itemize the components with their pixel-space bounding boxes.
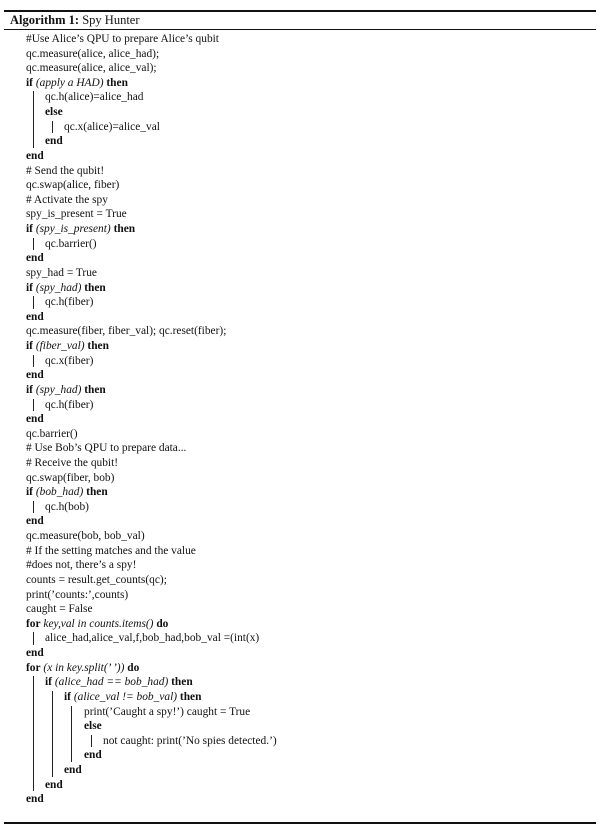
algorithm-name: Spy Hunter bbox=[82, 13, 140, 27]
algorithm-line bbox=[84, 705, 250, 720]
keyword: end bbox=[26, 793, 44, 806]
algorithm-line bbox=[26, 646, 44, 661]
algorithm-line bbox=[45, 631, 259, 646]
block-scope-line bbox=[52, 121, 53, 134]
block-scope-line bbox=[91, 735, 92, 748]
keyword: if bbox=[45, 676, 52, 689]
block-scope-line bbox=[33, 91, 34, 147]
code-text: qc.h(fiber) bbox=[45, 296, 94, 309]
algorithm-line bbox=[26, 207, 127, 222]
code-text: qc.x(alice)=alice_val bbox=[64, 120, 160, 133]
code-text: qc.measure(fiber, fiber_val); qc.reset(fiber); bbox=[26, 325, 227, 338]
block-scope-line bbox=[71, 706, 72, 762]
algorithm-line bbox=[26, 76, 128, 91]
algorithm-line bbox=[26, 193, 108, 208]
code-text: #Use Alice’s QPU to prepare Alice’s qubit bbox=[26, 33, 219, 45]
algorithm-line bbox=[26, 544, 196, 559]
algorithm-line bbox=[103, 734, 277, 749]
keyword: end bbox=[26, 252, 44, 265]
code-text: qc.h(fiber) bbox=[45, 398, 94, 411]
condition: (fiber_val) bbox=[35, 340, 85, 353]
keyword: end bbox=[26, 515, 44, 528]
code-text: print(’Caught a spy!’) caught = True bbox=[84, 705, 251, 718]
algorithm-line bbox=[26, 32, 219, 47]
algorithm-line bbox=[45, 500, 89, 515]
keyword: then bbox=[84, 281, 106, 294]
keyword: then bbox=[84, 383, 106, 396]
condition: (alice_had == bob_had) bbox=[54, 676, 169, 689]
block-scope-line bbox=[33, 632, 34, 645]
keyword: if bbox=[26, 223, 33, 236]
keyword: end bbox=[45, 135, 63, 148]
keyword: then bbox=[113, 223, 136, 236]
code-text: qc.x(fiber) bbox=[45, 354, 94, 367]
code-text: qc.measure(alice, alice_had); bbox=[26, 47, 160, 60]
keyword: end bbox=[26, 369, 44, 382]
algorithm-line bbox=[64, 763, 82, 778]
algorithm-line bbox=[26, 164, 104, 179]
algorithm-line bbox=[26, 514, 44, 529]
algorithm-line bbox=[26, 61, 157, 76]
algorithm-line bbox=[26, 266, 97, 281]
code-text: # If the setting matches and the value bbox=[26, 544, 196, 557]
code-text: alice_had,alice_val,f,bob_had,bob_val =(int(x) bbox=[45, 632, 260, 645]
code-text: print(’counts:’,counts) bbox=[26, 588, 129, 601]
code-text: # Use Bob’s QPU to prepare data... bbox=[26, 442, 187, 455]
block-scope-line bbox=[33, 676, 34, 791]
algorithm-line bbox=[64, 690, 201, 705]
algorithm-line bbox=[26, 471, 114, 486]
algorithm-line bbox=[26, 441, 186, 456]
algorithm-line bbox=[26, 573, 167, 588]
keyword: if bbox=[26, 486, 33, 499]
code-text: spy_had = True bbox=[26, 266, 97, 279]
algorithm-line bbox=[26, 617, 168, 632]
code-text: qc.measure(bob, bob_val) bbox=[26, 530, 145, 543]
algorithm-line bbox=[26, 588, 128, 603]
code-text: # Receive the qubit! bbox=[26, 456, 119, 469]
code-text: qc.barrier() bbox=[45, 237, 97, 250]
code-text: qc.measure(alice, alice_val); bbox=[26, 62, 157, 75]
algorithm-line bbox=[26, 412, 44, 427]
algorithm-line bbox=[45, 90, 143, 105]
keyword: end bbox=[26, 310, 44, 323]
keyword: do bbox=[127, 661, 140, 674]
block-scope-line bbox=[33, 399, 34, 412]
algorithm-line bbox=[45, 134, 63, 149]
code-text: not caught: print(’No spies detected.’) bbox=[103, 734, 277, 747]
keyword: else bbox=[45, 106, 63, 119]
code-text: # Send the qubit! bbox=[26, 164, 105, 177]
code-text: qc.barrier() bbox=[26, 427, 78, 440]
keyword: end bbox=[45, 778, 63, 791]
keyword: then bbox=[86, 486, 108, 499]
keyword: if bbox=[64, 690, 71, 703]
algorithm-line bbox=[26, 792, 44, 807]
algorithm-line bbox=[26, 558, 136, 573]
keyword: then bbox=[179, 690, 202, 703]
algorithm-line bbox=[26, 602, 93, 617]
keyword: then bbox=[87, 340, 109, 353]
code-text: #does not, there’s a spy! bbox=[26, 559, 137, 572]
block-scope-line bbox=[33, 238, 34, 251]
algorithm-line bbox=[45, 105, 63, 120]
algorithm-line bbox=[26, 149, 44, 164]
condition: (spy_is_present) bbox=[35, 223, 111, 236]
algorithm-line bbox=[84, 748, 102, 763]
algorithm-line bbox=[26, 485, 108, 500]
code-text: # Activate the spy bbox=[26, 193, 108, 206]
keyword: end bbox=[84, 749, 102, 762]
algorithm-line bbox=[26, 427, 78, 442]
keyword: for bbox=[26, 661, 41, 674]
algorithm-line bbox=[26, 47, 159, 62]
code-text: qc.h(alice)=alice_had bbox=[45, 91, 144, 104]
algorithm-line bbox=[84, 719, 102, 734]
algorithm-line bbox=[45, 237, 97, 252]
bottom-rule bbox=[4, 822, 596, 824]
code-text: qc.swap(alice, fiber) bbox=[26, 179, 120, 192]
condition: (spy_had) bbox=[35, 383, 82, 396]
algorithm-label: Algorithm 1: bbox=[10, 13, 80, 27]
algorithm-line bbox=[26, 281, 106, 296]
condition: (apply a HAD) bbox=[35, 76, 104, 89]
keyword: end bbox=[26, 413, 44, 426]
algorithm-line bbox=[45, 398, 93, 413]
condition: (x in key.split(’ ’)) bbox=[43, 661, 125, 674]
algorithm-caption bbox=[10, 12, 140, 28]
condition: (spy_had) bbox=[35, 281, 82, 294]
keyword: if bbox=[26, 76, 33, 89]
caption-rule bbox=[4, 29, 596, 30]
code-text: qc.swap(fiber, bob) bbox=[26, 471, 115, 484]
block-scope-line bbox=[33, 501, 34, 514]
keyword: then bbox=[171, 676, 193, 689]
block-scope-line bbox=[52, 691, 53, 777]
keyword: then bbox=[106, 76, 128, 89]
keyword: end bbox=[26, 149, 44, 162]
keyword: if bbox=[26, 383, 33, 396]
algorithm-line bbox=[26, 310, 44, 325]
algorithm-line bbox=[26, 383, 106, 398]
algorithm-line bbox=[45, 675, 193, 690]
keyword: do bbox=[156, 617, 169, 630]
algorithm-line bbox=[26, 529, 145, 544]
algorithm-line bbox=[26, 324, 226, 339]
keyword: for bbox=[26, 617, 41, 630]
condition: key,val in counts.items() bbox=[43, 617, 154, 630]
block-scope-line bbox=[33, 296, 34, 309]
code-text: qc.h(bob) bbox=[45, 500, 89, 513]
keyword: end bbox=[64, 764, 82, 776]
keyword: if bbox=[26, 340, 33, 353]
algorithm-line bbox=[26, 222, 135, 237]
algorithm-line bbox=[45, 354, 93, 369]
code-text: counts = result.get_counts(qc); bbox=[26, 573, 167, 586]
code-text: caught = False bbox=[26, 603, 93, 616]
keyword: end bbox=[26, 647, 44, 660]
algorithm-line bbox=[26, 661, 139, 676]
condition: (bob_had) bbox=[35, 486, 84, 499]
keyword: if bbox=[26, 281, 33, 294]
keyword: else bbox=[84, 720, 102, 733]
algorithm-line bbox=[26, 339, 109, 354]
algorithm-line bbox=[45, 778, 63, 793]
algorithm-line bbox=[26, 251, 44, 266]
algorithm-line bbox=[26, 178, 119, 193]
condition: (alice_val != bob_val) bbox=[73, 690, 178, 703]
block-scope-line bbox=[33, 355, 34, 368]
algorithm-line bbox=[45, 295, 93, 310]
code-text: spy_is_present = True bbox=[26, 208, 127, 221]
algorithm-line bbox=[26, 368, 44, 383]
algorithm-line bbox=[64, 120, 160, 135]
algorithm-line bbox=[26, 456, 118, 471]
